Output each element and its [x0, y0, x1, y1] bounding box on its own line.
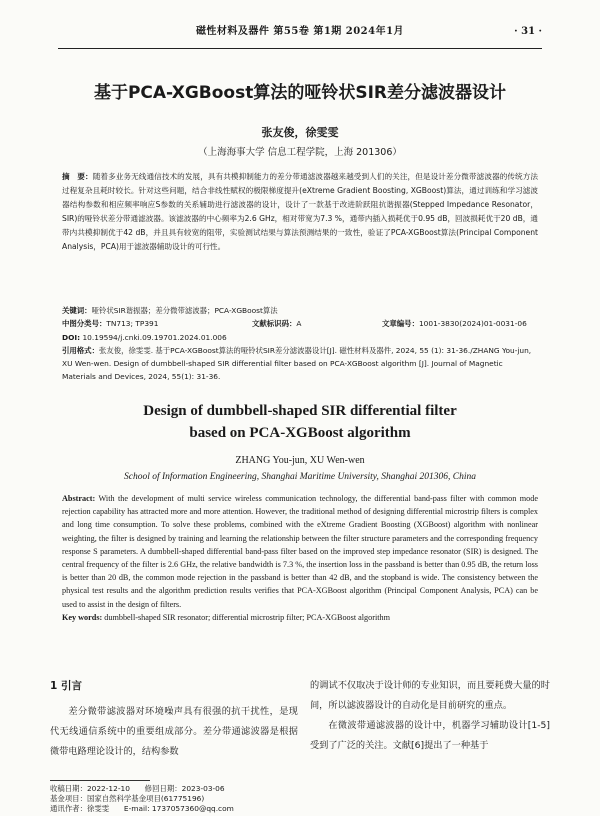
doi-value: 10.19594/j.cnki.09.19701.2024.01.006 [82, 333, 227, 342]
keywords-english [62, 611, 538, 624]
affiliation-english: School of Information Engineering, Shanghai Maritime University, Shanghai 201306, China [123, 472, 476, 482]
citation [62, 344, 538, 383]
keywords-en-text: dumbbell-shaped SIR resonator; differential microstrip filter; PCA-XGBoost algorithm [104, 612, 390, 622]
classification-row [62, 318, 538, 331]
footnote-rule [50, 780, 150, 781]
authors-english: ZHANG You-jun, XU Wen-wen [235, 455, 365, 466]
doi [62, 331, 538, 344]
keywords-cn-text: 哑铃状SIR谐振器；差分微带滤波器；PCA-XGBoost算法 [91, 306, 278, 315]
left-column [50, 676, 298, 762]
clc-number: 中图分类号：TN713; TP391 [62, 319, 159, 328]
journal-header: 磁性材料及器件 第55卷 第1期 2024年1月 [195, 26, 405, 37]
abstract-english [62, 492, 538, 624]
abstract-en-text: With the development of multi service wireless communication technology, the differential band-pass filter with common mode rejection capability has attracted more and more attention. However, the traditional method of designing differential microstrip filters is complex and long time consumption. To solve these problems, combined with the eXtreme Gradient Boosting (XGBoost) algorithm with nonlinear weighting, the filter is designed by training and learning the relationship between the filter structure parameters and the corresponding frequency response S parameters. A dumbbell-shaped differential band-pass filter based on the improved step impedance resonator (SIR) is designed. The central frequency of the filter is 2.6 GHz, the relative bandwidth is 7.3 %, the insertion loss in the passband is better than 0.95 dB, the return loss is better than 20 dB, the common mode rejection in the passband is better than 42 dB, and the stopband is wide. The consistency between the physical test results and the algorithm prediction results verifies that PCA-XGBoost algorithm (Principal Component Analysis, PCA) can be used to assist in the design of filters. [62, 494, 538, 609]
footnote-fund: 基金项目：国家自然科学基金项目(61775196) [50, 794, 205, 803]
footnote-contact: 通讯作者：徐雯雯 E-mail: 1737057360@qq.com [50, 804, 234, 813]
abstract-cn-text: 随着多业务无线通信技术的发展，具有共模抑制能力的差分带通滤波器越来越受到人们的关注，但是设计差分微带滤波器的传统方法过程复杂且耗时较长。针对这些问题，结合非线性赋权的极限梯度提升(eXtreme Gradient Boosting, XGBoost)算法，通过训练和学习滤波器结构参数和相应频率响应S参数的关系辅助进行滤波器的设计，设计了一款基于改进阶跃阻抗谐振器(Stepped Impedance Resonator，SIR)的哑铃状差分带通滤波器。该滤波器的中心频率为2.6 GHz，相对带宽为7.3 %，通带内插入损耗优于0.95 dB，回波损耗优于20 dB，通带内共模抑制优于42 dB，并且具有较宽的阻带，实验测试结果与算法预测结果的一致性，验证了PCA-XGBoost算法(Principal Component Analysis，PCA)用于滤波器辅助设计的可行性。 [62, 172, 538, 251]
right-paragraph-1: 的调试不仅取决于设计师的专业知识，而且要耗费大量的时间，所以滤波器设计的自动化是目前研究的重点。 [310, 680, 550, 711]
keywords-cn-label: 关键词： [62, 306, 92, 315]
title-en-line1: Design of dumbbell-shaped SIR differential filter [143, 403, 457, 419]
title-chinese: 基于PCA-XGBoost算法的哑铃状SIR差分滤波器设计 [93, 83, 507, 103]
right-paragraph-2: 在微波带通滤波器的设计中，机器学习辅助设计[1-5]受到了广泛的关注。文献[6]提出了一种基于 [310, 720, 550, 751]
section-heading-introduction: 1 引言 [50, 680, 82, 692]
running-header [0, 0, 600, 58]
title-english [0, 400, 600, 444]
footnote-received: 收稿日期：2022-12-10 修回日期：2023-03-06 [50, 784, 225, 793]
citation-label: 引用格式： [62, 346, 99, 355]
header-rule [58, 48, 542, 49]
article-number: 文章编号：1001-3830(2024)01-0031-06 [382, 319, 527, 328]
abstract-cn-label: 摘 要： [62, 172, 93, 181]
intro-paragraph: 差分微带滤波器对环境噪声具有很强的抗干扰性，是现代无线通信系统中的重要组成部分。差分带通滤波器是根据微带电路理论设计的，结构参数 [50, 706, 298, 757]
right-column [310, 676, 550, 756]
page-number: · 31 · [514, 26, 542, 37]
keywords-en-label: Key words: [62, 612, 103, 622]
doi-label: DOI: [62, 333, 81, 342]
footnotes [50, 784, 234, 814]
document-code: 文献标识码：A [252, 319, 302, 328]
authors-chinese: 张友俊，徐雯雯 [261, 126, 339, 139]
abstract-chinese [62, 170, 538, 254]
title-en-line2: based on PCA-XGBoost algorithm [189, 425, 411, 441]
abstract-en-label: Abstract: [62, 494, 96, 503]
keywords-chinese [62, 304, 538, 317]
affiliation-chinese: （上海海事大学 信息工程学院，上海 201306） [198, 147, 402, 158]
citation-text: 张友俊，徐雯雯. 基于PCA-XGBoost算法的哑铃状SIR差分滤波器设计[J]. 磁性材料及器件, 2024, 55 (1): 31-36./ZHANG You-jun, XU Wen-wen. Design of dumbbell-shaped SIR differential filter based on PCA-XGBoost algorithm [J]. Journal of Magnetic Materials and Devices, 2024, 55(1): 31-36. [62, 346, 532, 381]
